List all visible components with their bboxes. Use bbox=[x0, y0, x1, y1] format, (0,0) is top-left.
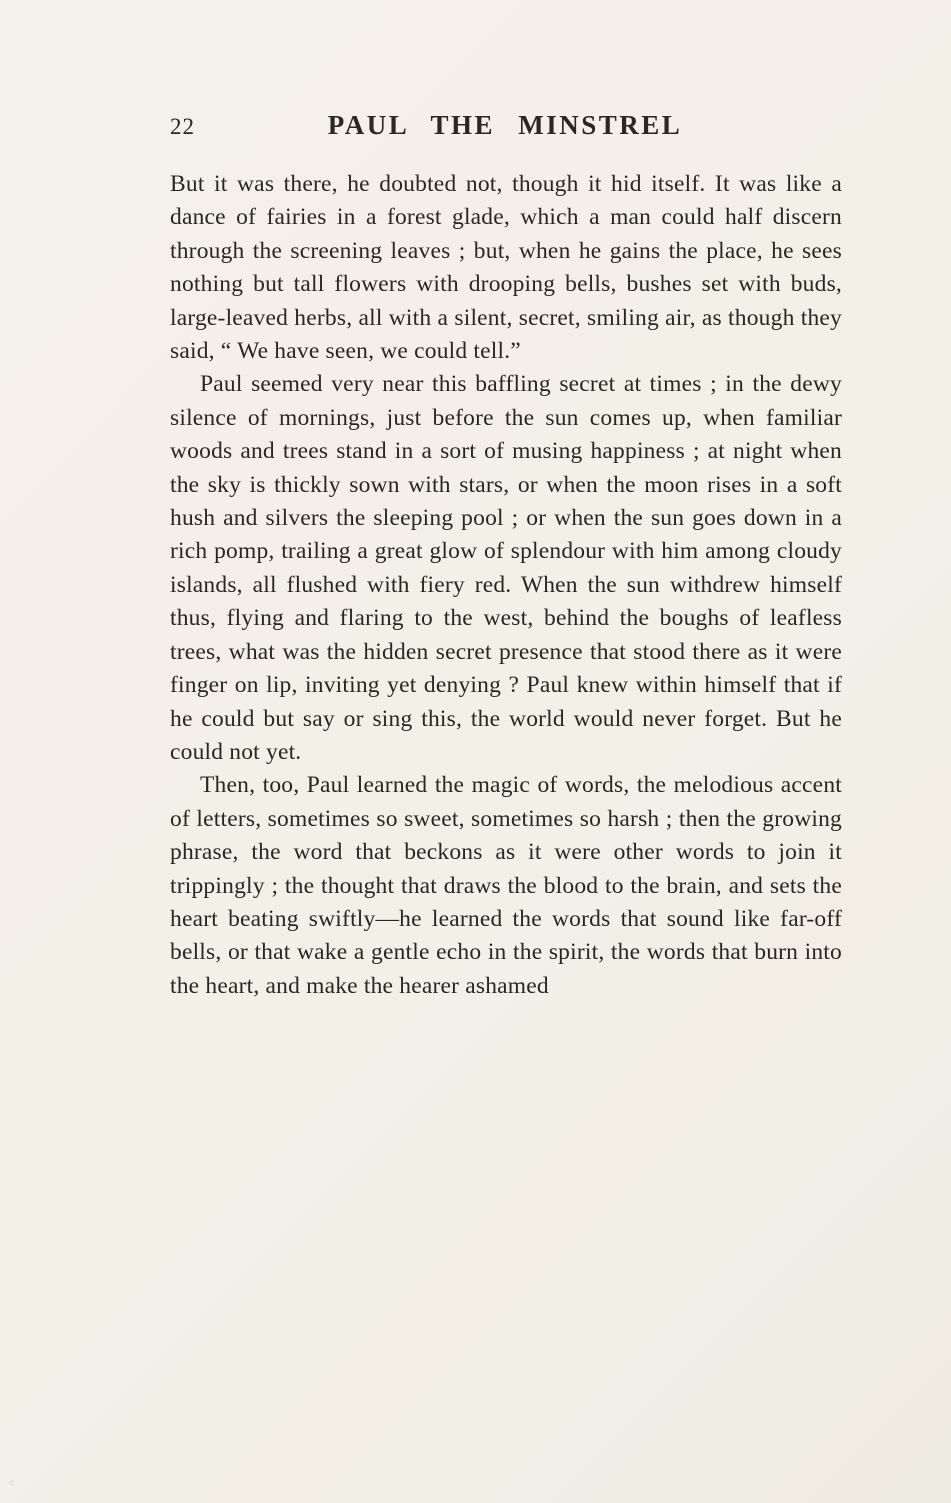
paragraph-1: But it was there, he doubted not, though it hid itself. It was like a dance of fairies in a forest glade, which a man could half discern through the screening leaves ; but, when he gains the place, he sees nothing but tall flowers with drooping bells, bushes set with buds, large-leaved herbs, all with a silent, secret, smiling air, as though they said, “ We have seen, we could tell.” bbox=[170, 171, 842, 365]
paragraph-2: Paul seemed very near this baffling secret at times ; in the dewy silence of mornings, just before the sun comes up, when familiar woods and trees stand in a sort of musing happiness ; at night when the sky is thickly sown with stars, or when the moon rises in a soft hush and silvers the sleeping pool ; or when the sun goes down in a rich pomp, trailing a great glow of splendour with him among cloudy islands, all flushed with fiery red. When the sun withdrew himself thus, flying and flaring to the west, behind the boughs of leafless trees, what was the hidden secret presence that stood there as it were finger on lip, inviting yet denying ? Paul knew within himself that if he could but say or sing this, the world would never forget. But he could not yet. bbox=[170, 371, 842, 765]
page-header bbox=[170, 110, 840, 146]
paragraph-3: Then, too, Paul learned the magic of words, the melodious accent of letters, sometimes so sweet, sometimes so harsh ; then the growing phrase, the word that beckons as it were other words to join it trippingly ; the thought that draws the blood to the brain, and sets the heart beating swiftly—he learned the words that sound like far-off bells, or that wake a gentle echo in the spirit, the words that burn into the heart, and make the hearer ashamed bbox=[170, 772, 842, 999]
page-number: 22 bbox=[170, 114, 195, 139]
body-text bbox=[170, 168, 842, 1003]
scan-artifact: ⁖ bbox=[6, 1477, 16, 1491]
running-title: PAUL THE MINSTREL bbox=[327, 110, 683, 140]
